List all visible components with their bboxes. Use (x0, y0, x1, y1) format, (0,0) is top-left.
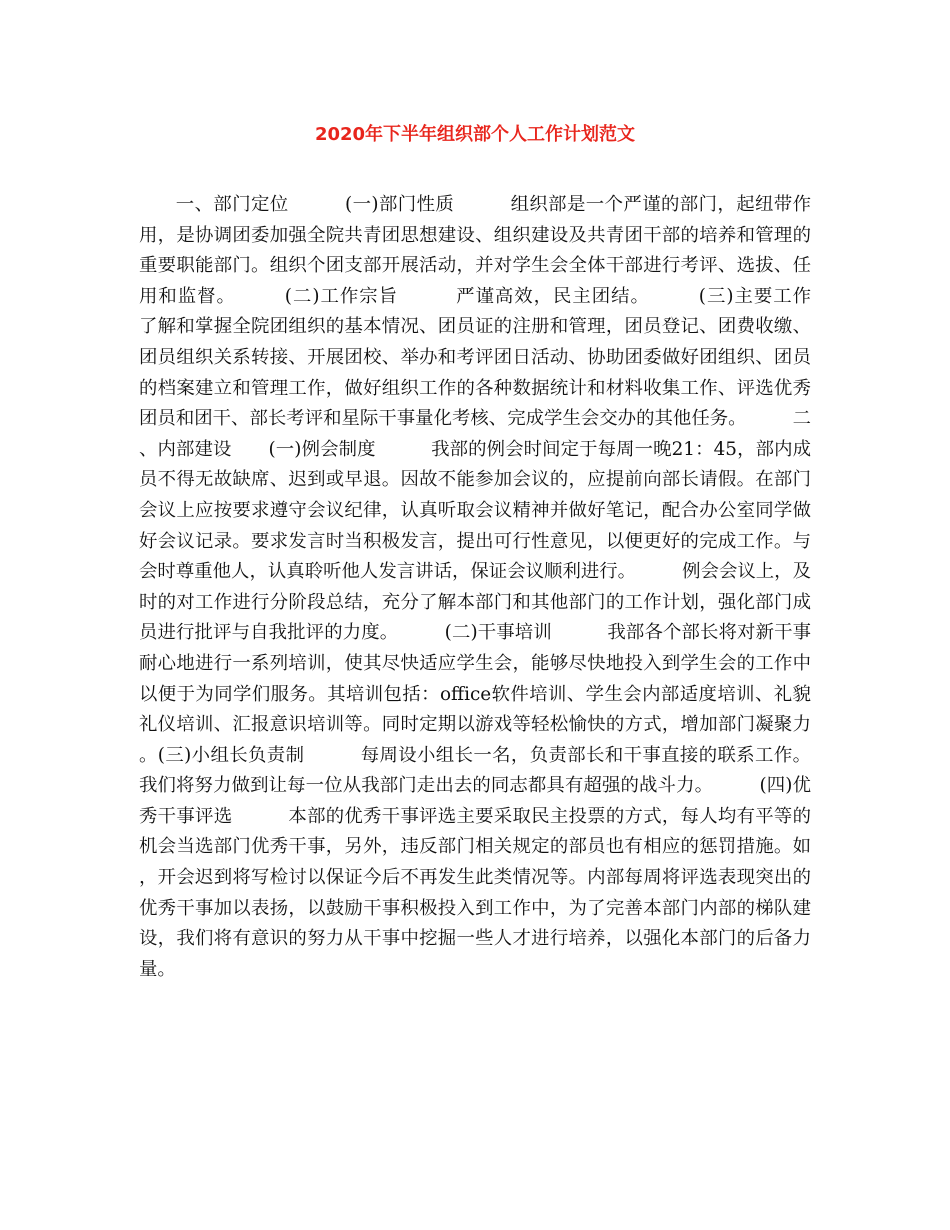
document-body-paragraph: 一、部门定位 (一)部门性质 组织部是一个严谨的部门，起纽带作用，是协调团委加强全院共青团思想建设、组织建设及共青团干部的培养和管理的重要职能部门。组织个团支部开展活动，并对学生会全体干部进行考评、选拔、任用和监督。 (二)工作宗旨 严谨高效，民主团结。 (三)主要工作 了解和掌握全院团组织的基本情况、团员证的注册和管理，团员登记、团费收缴、团员组织关系转接、开展团校、举办和考评团日活动、协助团委做好团组织、团员的档案建立和管理工作，做好组织工作的各种数据统计和材料收集工作、评选优秀团员和团干、部长考评和星际干事量化考核、完成学生会交办的其他任务。 二、内部建设 (一)例会制度 我部的例会时间定于每周一晚21：45，部内成员不得无故缺席、迟到或早退。因故不能参加会议的，应提前向部长请假。在部门会议上应按要求遵守会议纪律，认真听取会议精神并做好笔记，配合办公室同学做好会议记录。要求发言时当积极发言，提出可行性意见，以便更好的完成工作。与会时尊重他人，认真聆听他人发言讲话，保证会议顺利进行。 例会会议上，及时的对工作进行分阶段总结，充分了解本部门和其他部门的工作计划，强化部门成员进行批评与自我批评的力度。 (二)干事培训 我部各个部长将对新干事耐心地进行一系列培训，使其尽快适应学生会，能够尽快地投入到学生会的工作中以便于为同学们服务。其培训包括：office软件培训、学生会内部适度培训、礼貌礼仪培训、汇报意识培训等。同时定期以游戏等轻松愉快的方式，增加部门凝聚力。(三)小组长负责制 每周设小组长一名，负责部长和干事直接的联系工作。我们将努力做到让每一位从我部门走出去的同志都具有超强的战斗力。 (四)优秀干事评选 本部的优秀干事评选主要采取民主投票的方式，每人均有平等的机会当选部门优秀干事，另外，违反部门相关规定的部员也有相应的惩罚措施。如，开会迟到将写检讨以保证今后不再发生此类情况等。内部每周将评选表现突出的优秀干事加以表扬，以鼓励干事积极投入到工作中，为了完善本部门内部的梯队建设，我们将有意识的努力从干事中挖掘一些人才进行培养，以强化本部门的后备力量。 (139, 194, 867, 980)
document-title: 2020年下半年组织部个人工作计划范文 (314, 124, 636, 145)
